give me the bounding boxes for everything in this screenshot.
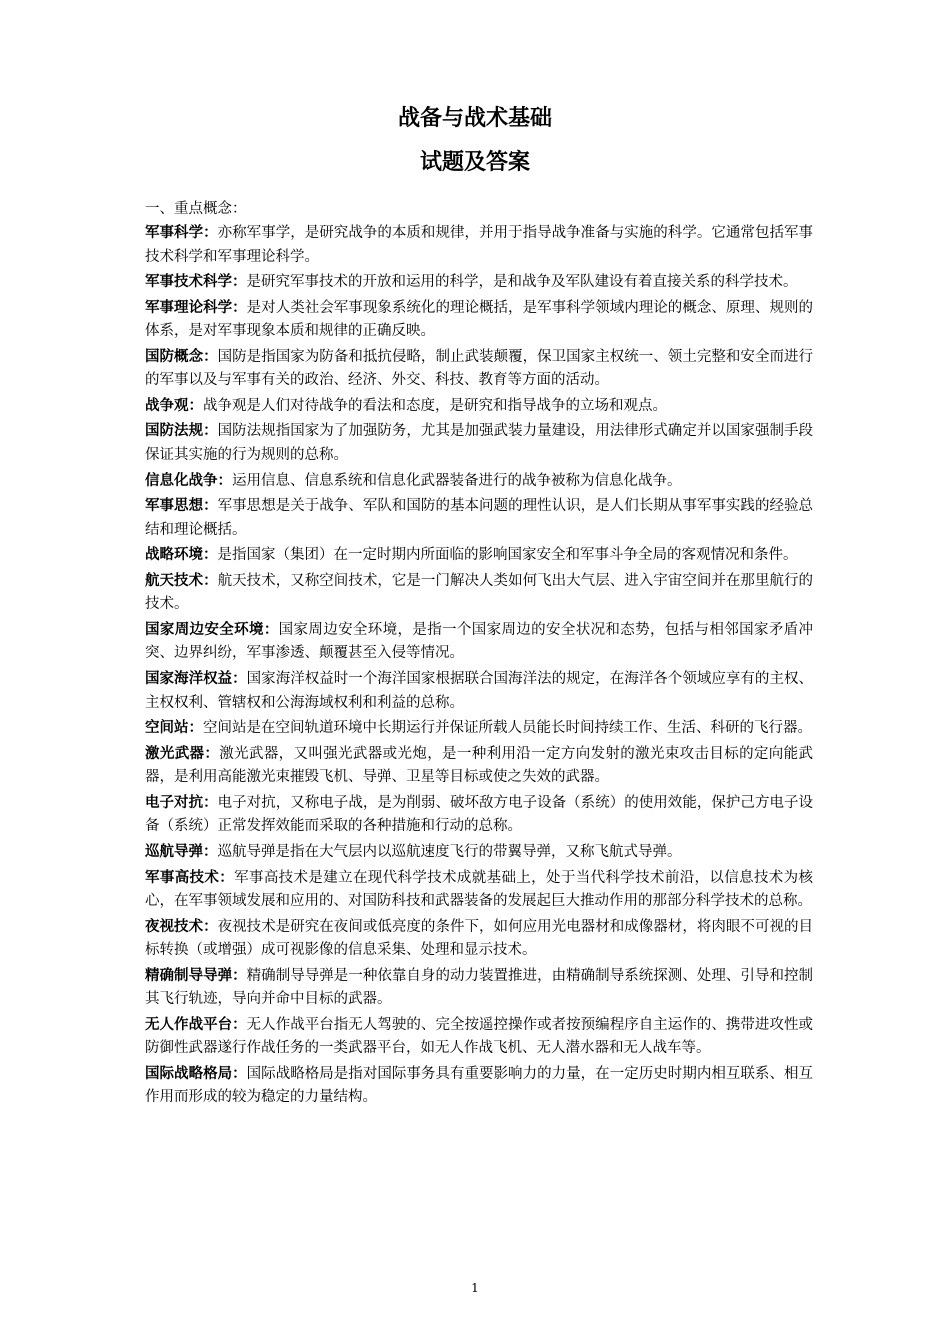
definition-term: 航天技术： — [145, 572, 218, 589]
document-subtitle: 试题及答案 — [419, 150, 530, 175]
definition-text: 是研究军事技术的开放和运用的科学，是和战争及军队建设有着直接关系的科学技术。 — [246, 274, 798, 291]
definition-text: 军事高技术是建立在现代科学技术成就基础上，处于当代科学技术前沿，以信息技术为核心，在军事领域发展和应用的、对国防科技和武器装备的发展起巨大推动作用的那部分科学技术的总称。 — [145, 869, 814, 909]
definition-entry — [145, 544, 813, 568]
definition-entry — [145, 965, 813, 1012]
definition-entry — [145, 346, 813, 393]
definition-term: 军事高技术： — [145, 869, 235, 886]
definition-text: 是指国家（集团）在一定时期内所面临的影响国家安全和军事斗争全局的客观情况和条件。 — [217, 547, 798, 564]
definition-text: 巡航导弹是指在大气层内以巡航速度飞行的带翼导弹，又称飞航式导弹。 — [217, 843, 682, 860]
definition-text: 激光武器，又叫强光武器或光炮，是一种利用沿一定方向发射的激光束攻击目标的定向能武器，是利用高能激光束摧毁飞机、导弹、卫星等目标或使之失效的武器。 — [145, 745, 814, 786]
definition-term: 电子对抗： — [145, 794, 218, 811]
definition-term: 精确制导导弹： — [145, 967, 247, 984]
definition-term: 巡航导弹： — [145, 843, 218, 860]
definition-text: 军事思想是关于战争、军队和国防的基本问题的理性认识，是人们长期从事军事实践的经验总结和理论概括。 — [145, 498, 814, 538]
definition-entry — [145, 1063, 813, 1110]
definition-text: 国家海洋权益时一个海洋国家根据联合国海洋法的规定，在海洋各个领域应享有的主权、主权权利、管辖权和公海海域权利和利益的总称。 — [145, 671, 813, 711]
definition-entry — [145, 222, 813, 269]
definition-text: 无人作战平台指无人驾驶的、完全按遥控操作或者按预编程序自主运作的、携带进攻性或防御性武器遂行作战任务的一类武器平台，如无人作战飞机、无人潜水器和无人战车等。 — [145, 1016, 813, 1057]
definition-entry — [145, 570, 813, 617]
definition-entry — [145, 420, 813, 467]
definition-text: 航天技术，又称空间技术，它是一门解决人类如何飞出大气层、进入宇宙空间并在那里航行的技术。 — [145, 572, 814, 613]
definition-entry — [145, 271, 813, 295]
definition-term: 空间站： — [145, 720, 203, 737]
definition-text: 国际战略格局是指对国际事务具有重要影响力的力量，在一定历史时期内相互联系、相互作用而形成的较为稳定的力量结构。 — [145, 1065, 813, 1106]
definition-entry — [145, 297, 813, 344]
definition-term: 激光武器： — [145, 745, 220, 762]
definition-text: 是对人类社会军事现象系统化的理论概括，是军事科学领域内理论的概念、原理、规则的体系，是对军事现象本质和规律的正确反映。 — [145, 299, 813, 340]
document-title: 战备与战术基础 — [397, 106, 552, 131]
definition-text: 国防是指国家为防备和抵抗侵略，制止武装颠覆，保卫国家主权统一、领土完整和安全而进行的军事以及与军事有关的政治、经济、外交、科技、教育等方面的活动。 — [145, 348, 814, 389]
definition-entry — [145, 916, 813, 963]
definition-text: 夜视技术是研究在夜间或低亮度的条件下，如何应用光电器材和成像器材，将肉眼不可视的目标转换（或增强）成可视影像的信息采集、处理和显示技术。 — [145, 918, 814, 959]
definition-term: 国家周边安全环境： — [145, 621, 279, 638]
definition-text: 亦称军事学，是研究战争的本质和规律，并用于指导战争准备与实施的科学。它通常包括军事技术科学和军事理论科学。 — [145, 225, 814, 265]
section-heading: 一、重点概念： — [145, 201, 247, 217]
definition-text: 运用信息、信息系统和信息化武器装备进行的战争被称为信息化战争。 — [232, 472, 682, 489]
definition-text: 国防法规指国家为了加强防务，尤其是加强武装力量建设，用法律形式确定并以国家强制手段保证其实施的行为规则的总称。 — [145, 423, 814, 463]
definition-term: 军事技术科学： — [145, 274, 247, 291]
definition-entry — [145, 841, 813, 865]
definition-term: 国防法规： — [145, 423, 218, 440]
definition-entry — [145, 668, 813, 715]
definition-term: 军事理论科学： — [145, 299, 247, 316]
definition-text: 战争观是人们对待战争的看法和态度，是研究和指导战争的立场和观点。 — [203, 397, 667, 414]
definition-term: 信息化战争： — [145, 472, 232, 489]
definition-entry — [145, 792, 813, 839]
definition-term: 军事科学： — [145, 225, 218, 241]
definition-entry — [145, 717, 813, 741]
definition-entry — [145, 495, 813, 542]
definition-term: 夜视技术： — [145, 918, 218, 935]
definition-entry — [145, 470, 813, 494]
definition-text: 电子对抗，又称电子战，是为削弱、破坏敌方电子设备（系统）的使用效能，保护己方电子设备（系统）正常发挥效能而采取的各种措施和行动的总称。 — [145, 794, 814, 835]
definition-entry — [145, 867, 813, 914]
definition-term: 战争观： — [145, 397, 203, 414]
definition-text: 空间站是在空间轨道环境中长期运行并保证所载人员能长时间持续工作、生活、科研的飞行器。 — [203, 720, 812, 737]
page-number: 1 — [471, 1281, 479, 1295]
definition-entry — [145, 743, 813, 790]
definition-term: 国防概念： — [145, 348, 218, 365]
definition-text: 国家周边安全环境，是指一个国家周边的安全状况和态势，包括与相邻国家矛盾冲突、边界纠纷，军事渗透、颠覆甚至入侵等情况。 — [145, 621, 813, 662]
definition-term: 无人作战平台： — [145, 1016, 247, 1033]
definition-text: 精确制导导弹是一种依靠自身的动力装置推进，由精确制导系统探测、处理、引导和控制其飞行轨迹，导向并命中目标的武器。 — [145, 967, 813, 1008]
definition-entry — [145, 619, 813, 666]
definition-term: 国际战略格局： — [145, 1065, 247, 1082]
definition-entry — [145, 1014, 813, 1061]
definition-term: 战略环境： — [145, 547, 218, 564]
definition-term: 军事思想： — [145, 498, 218, 515]
definition-list — [145, 222, 813, 1112]
definition-entry — [145, 395, 813, 419]
definition-term: 国家海洋权益： — [145, 671, 247, 688]
